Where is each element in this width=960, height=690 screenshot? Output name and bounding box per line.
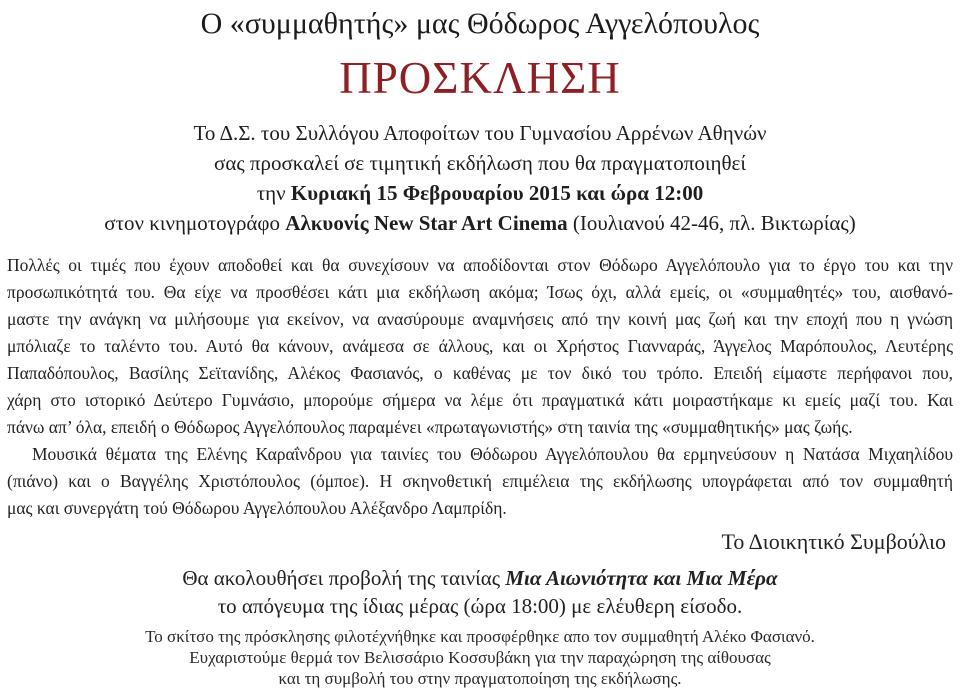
intro-date-bold: Κυριακή 15 Φεβρουαρίου 2015 και ώρα 12:00	[290, 181, 704, 205]
body-text-line: μπόλιαζε το ταλέντο του. Αυτό θα κάνουν, ανάμεσα σε άλλους, και οι Χρήστος Γιανναράς, Άγγελος Μαρόπουλος, Λευτέρης	[7, 336, 953, 356]
footer-line-sketch: Το σκίτσο της πρόσκλησης φιλοτέχνήθηκε και προσφέρθηκε απο τον συμμαθητή Αλέκο Φασιανό.	[145, 627, 815, 646]
document-subtitle: Ο «συμμαθητής» μας Θόδωρος Αγγελόπουλος	[200, 7, 760, 40]
screening-prefix: Θα ακολουθήσει προβολή της ταινίας	[182, 566, 506, 590]
screening-line-film	[0, 564, 960, 592]
intro-date-prefix: την	[256, 181, 291, 205]
screening-announcement	[0, 564, 960, 620]
body-text-line: Πολλές οι τιμές που έχουν αποδοθεί και θα συνεχίσουν να αποδίδονται στον Θόδωρο Αγγελόπουλο για το έργο του και την	[7, 255, 953, 275]
footer-line-contribution: και τη συμβολή του στην πραγματοποίηση της εκδήλωσης.	[278, 669, 682, 688]
signature-committee: Το Διοικητικό Συμβούλιο	[721, 529, 946, 554]
body-text-line: Παπαδόπουλος, Βασίλης Σεϊτανίδης, Αλέκος Φασιανός, ο καθένας με τον δικό του τρόπο. Επειδή είμαστε περήφανοι που,	[7, 363, 953, 383]
body-text-line: Μουσικά θέματα της Ελένης Καραΐνδρου για ταινίες του Θόδωρου Αγγελόπουλου θα ερμηνεύσουν η Νατάσα Μιχαηλίδου	[32, 444, 953, 464]
intro-venue-address: (Ιουλιανού 42-46, πλ. Βικτωρίας)	[567, 211, 856, 235]
intro-venue-prefix: στον κινημοτογράφο	[104, 211, 286, 235]
intro-venue-name: Αλκυονίς New Star Art Cinema	[285, 211, 568, 235]
event-intro	[0, 118, 960, 238]
intro-line-invite: σας προσκαλεί σε τιμητική εκδήλωση που θα πραγματοποιηθεί	[214, 151, 746, 175]
footer-line-thanks: Ευχαριστούμε θερμά τον Βελισσάριο Κοσσυβάκη για την παραχώρηση της αίθουσας	[189, 648, 771, 667]
body-text-line: μαστε την ανάγκη να μιλήσουμε για εκείνον, να ανασύρουμε αναμνήσεις από την κοινή μας ζωή και την εποχή που η γνώση	[7, 309, 953, 329]
body-paragraphs	[0, 252, 960, 522]
intro-line-organizer: Το Δ.Σ. του Συλλόγου Αποφοίτων του Γυμνασίου Αρρένων Αθηνών	[193, 121, 767, 145]
body-text-line: προσωπικότητά του. Θα είχε να προσθέσει κάτι μια εκδήλωση ακόμα; Ίσως όχι, αλλά εμείς, οι «συμμαθητές» του, αισθανό-	[7, 282, 953, 302]
intro-line-date	[0, 178, 960, 208]
body-text-line: μας και συνεργάτη τού Θόδωρου Αγγελόπουλου Αλέξανδρο Λαμπρίδη.	[7, 498, 507, 518]
footer-acknowledgements	[0, 626, 960, 689]
invitation-title: ΠΡΟΣΚΛΗΣΗ	[339, 53, 621, 103]
body-text-line: πάνω απ’ όλα, επειδή ο Θόδωρος Αγγελόπουλος παραμένει «πρωταγωνιστής» στη ταινία της «συμμαθητικής» μας ζωής.	[7, 417, 853, 437]
film-title: Μια Αιωνιότητα και Μια Μέρα	[505, 566, 778, 590]
body-text-line: χάρη στο ιστορικό Δεύτερο Γυμνάσιο, μπορούμε σήμερα να λέμε ότι πραγματικά κάτι μοιραστήκαμε κι εμείς μαζί του. Και	[7, 390, 953, 410]
intro-line-venue	[0, 208, 960, 238]
screening-line-time: το απόγευμα της ίδιας μέρας (ώρα 18:00) με ελέυθερη είσοδο.	[217, 594, 743, 618]
body-text-line: (πιάνο) και ο Βαγγέλης Χριστόπουλος (όμποε). Η σκηνοθετική επιμέλεια της εκδήλωσης υπογράφεται από τον συμμαθητή	[7, 471, 953, 491]
